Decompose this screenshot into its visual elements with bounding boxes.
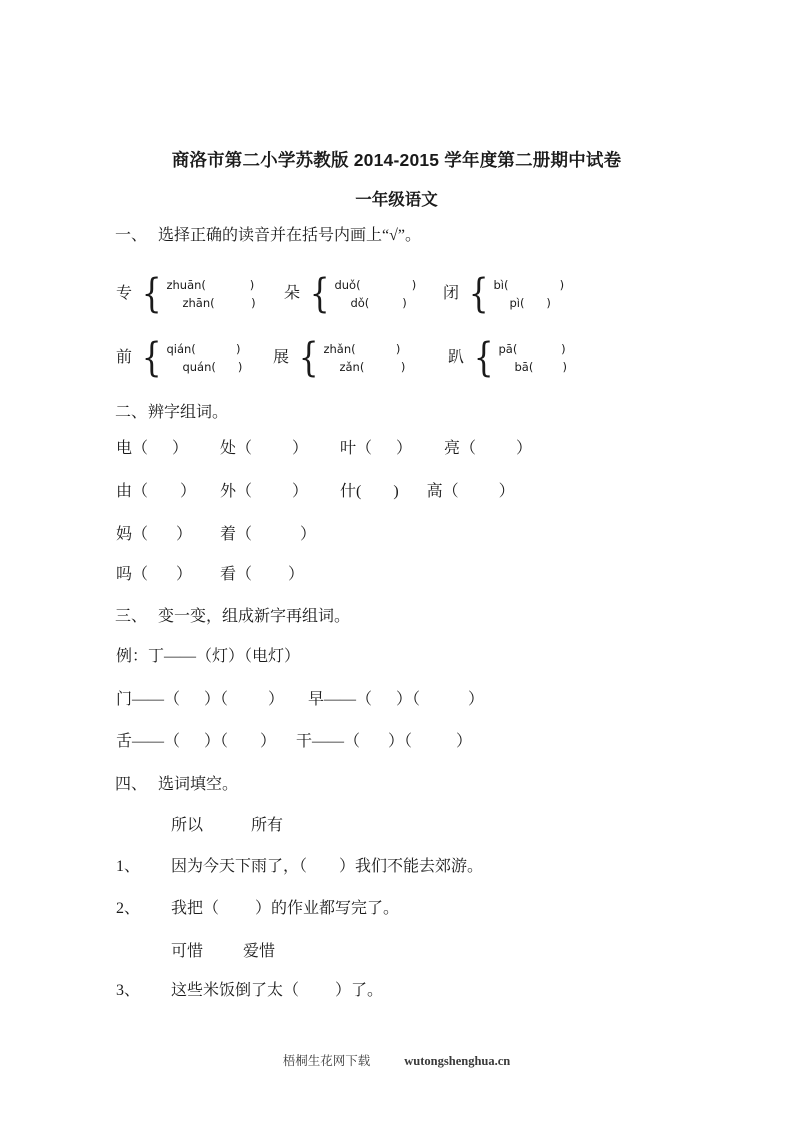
word-build-row[interactable]: 由（ ） 外（ ） 什( ) 高（ ）: [116, 483, 515, 500]
pinyin-option-upper[interactable]: pā( ): [498, 342, 566, 357]
pinyin-group-bi[interactable]: [443, 268, 564, 320]
section-3-example: 例：丁——（灯）（电灯）: [116, 648, 301, 665]
pinyin-option-upper[interactable]: zhuān( ): [166, 278, 255, 293]
brace-icon: {: [309, 270, 330, 317]
footer-watermark: [0, 1051, 793, 1069]
footer-source: 梧桐生花网下载: [282, 1054, 371, 1068]
pinyin-option-upper[interactable]: bì( ): [493, 278, 565, 293]
pinyin-option-upper[interactable]: qián( ): [166, 342, 241, 357]
pinyin-option-lower[interactable]: zhān( ): [182, 295, 256, 310]
section-2-marker: 二、: [115, 404, 148, 421]
word-bank-2: 可惜 爱惜: [171, 943, 276, 960]
section-3-heading: 变一变，组成新字再组词。: [158, 608, 351, 625]
word-build-row[interactable]: 吗（ ） 看（ ）: [116, 566, 305, 583]
question-2-number: 2、: [116, 900, 141, 917]
pinyin-option-lower[interactable]: dǒ( ): [350, 295, 407, 310]
pinyin-group-zhan[interactable]: [273, 332, 405, 384]
pinyin-group-char: 展: [273, 349, 290, 366]
word-bank-1: 所以 所有: [171, 817, 284, 834]
pinyin-group-char: 朵: [284, 285, 301, 302]
section-4-marker: 四、: [115, 776, 148, 793]
page-title: 商洛市第二小学苏教版 2014-2015 学年度第二册期中试卷: [171, 150, 622, 170]
pinyin-option-lower[interactable]: quán( ): [182, 359, 243, 374]
section-4-heading: 选词填空。: [158, 776, 239, 793]
pinyin-group-qian[interactable]: [116, 332, 242, 384]
pinyin-option-upper[interactable]: zhǎn( ): [323, 342, 401, 357]
section-1-marker: 一、: [115, 227, 148, 244]
pinyin-group-pa[interactable]: [448, 332, 567, 384]
pinyin-group-char: 趴: [448, 349, 465, 366]
pinyin-option-lower[interactable]: zǎn( ): [339, 359, 406, 374]
pinyin-group-zhuan[interactable]: [116, 268, 256, 320]
pinyin-group-char: 闭: [443, 285, 460, 302]
question-2-text[interactable]: 我把（ ）的作业都写完了。: [171, 900, 400, 917]
brace-icon: {: [141, 270, 162, 317]
question-3-text[interactable]: 这些米饭倒了太（ ）了。: [171, 982, 384, 999]
section-3-marker: 三、: [115, 608, 148, 625]
pinyin-option-upper[interactable]: duǒ( ): [334, 278, 417, 293]
pinyin-option-lower[interactable]: bā( ): [514, 359, 568, 374]
section-2-heading: 辨字组词。: [148, 404, 229, 421]
question-1-number: 1、: [116, 858, 141, 875]
page-subtitle: 一年级语文: [355, 191, 438, 209]
char-transform-row[interactable]: 门——（ ）（ ） 早——（ ）（ ）: [116, 691, 485, 708]
pinyin-group-char: 专: [116, 285, 133, 302]
section-1-heading: 选择正确的读音并在括号内画上“√”。: [158, 227, 421, 244]
question-3-number: 3、: [116, 982, 141, 999]
pinyin-option-lower[interactable]: pì( ): [509, 295, 551, 310]
brace-icon: {: [298, 334, 319, 381]
pinyin-group-duo[interactable]: [284, 268, 416, 320]
footer-site: wutongshenghua.cn: [404, 1054, 511, 1068]
brace-icon: {: [468, 270, 489, 317]
question-1-text[interactable]: 因为今天下雨了，（ ）我们不能去郊游。: [171, 858, 484, 875]
word-build-row[interactable]: 妈（ ） 着（ ）: [116, 526, 317, 543]
word-build-row[interactable]: 电（ ） 处（ ） 叶（ ） 亮（ ）: [116, 440, 533, 457]
brace-icon: {: [141, 334, 162, 381]
char-transform-row[interactable]: 舌——（ ）（ ） 干——（ ）（ ）: [116, 733, 473, 750]
brace-icon: {: [473, 334, 494, 381]
pinyin-group-char: 前: [116, 349, 133, 366]
